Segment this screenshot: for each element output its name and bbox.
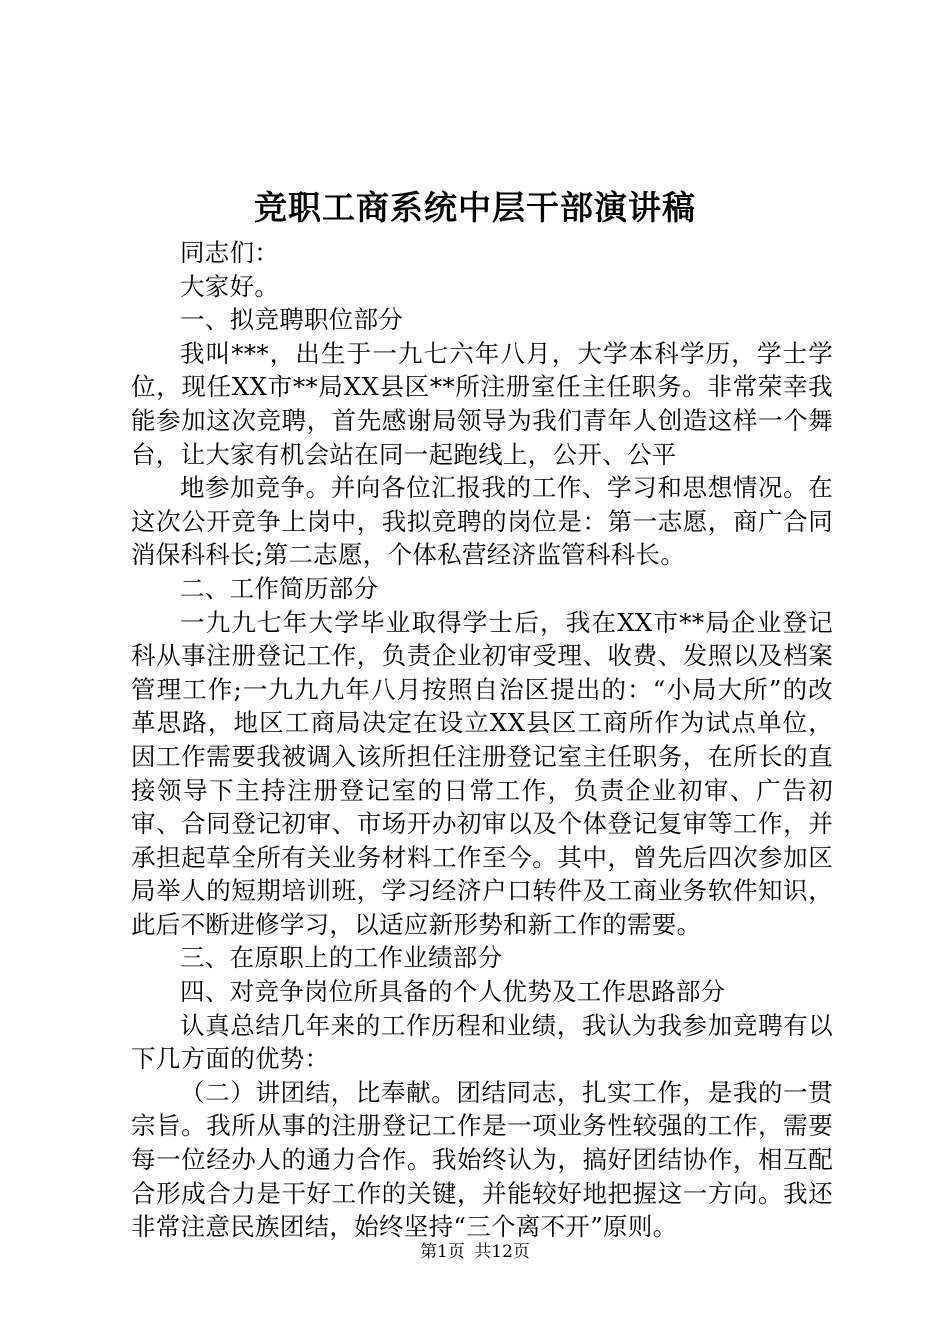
page-number-footer: 第1页 共12页	[420, 1242, 530, 1262]
document-body	[131, 236, 833, 1244]
paragraph-competition: 地参加竞争。并向各位汇报我的工作、学习和思想情况。在这次公开竞争上岗中，我拟竞聘的岗位是：第一志愿，商广合同消保科科长;第二志愿，个体私营经济监管科科长。	[131, 473, 833, 570]
paragraph-advantages-intro: 认真总结几年来的工作历程和业绩，我认为我参加竞聘有以下几方面的优势：	[131, 1010, 833, 1074]
paragraph-introduction: 我叫***，出生于一九七六年八月，大学本科学历，学士学位，现任XX市**局XX县区**所注册室任主任职务。非常荣幸我能参加这次竞聘，首先感谢局领导为我们青年人创造这样一个舞台，让大家有机会站在同一起跑线上，公开、公平	[131, 338, 833, 469]
document-title: 竞职工商系统中层干部演讲稿	[254, 188, 696, 227]
section-heading-4: 四、对竞争岗位所具备的个人优势及工作思路部分	[180, 977, 726, 1007]
section-heading-2: 二、工作简历部分	[180, 573, 379, 603]
section-heading-1: 一、拟竞聘职位部分	[180, 305, 404, 335]
paragraph-hello: 大家好。	[180, 271, 280, 301]
paragraph-unity: （二）讲团结，比奉献。团结同志，扎实工作，是我的一贯宗旨。我所从事的注册登记工作是一项业务性较强的工作，需要每一位经办人的通力合作。我始终认为，搞好团结协作，相互配合形成合力是干好工作的关键，并能较好地把握这一方向。我还非常注意民族团结，始终坚持“三个离不开”原则。	[131, 1077, 833, 1242]
paragraph-work-history: 一九九七年大学毕业取得学士后，我在XX市**局企业登记科从事注册登记工作，负责企业初审受理、收费、发照以及档案管理工作;一九九九年八月按照自治区提出的：“小局大所”的改革思路，地区工商局决定在设立XX县区工商所作为试点单位，因工作需要我被调入该所担任注册登记室主任职务，在所长的直接领导下主持注册登记室的日常工作，负责企业初审、广告初审、合同登记初审、市场开办初审以及个体登记复审等工作，并承担起草全所有关业务材料工作至今。其中，曾先后四次参加区局举人的短期培训班，学习经济户口转件及工商业务软件知识，此后不断进修学习，以适应新形势和新工作的需要。	[131, 607, 833, 939]
section-heading-3: 三、在原职上的工作业绩部分	[180, 943, 503, 973]
paragraph-greeting: 同志们：	[180, 238, 280, 267]
